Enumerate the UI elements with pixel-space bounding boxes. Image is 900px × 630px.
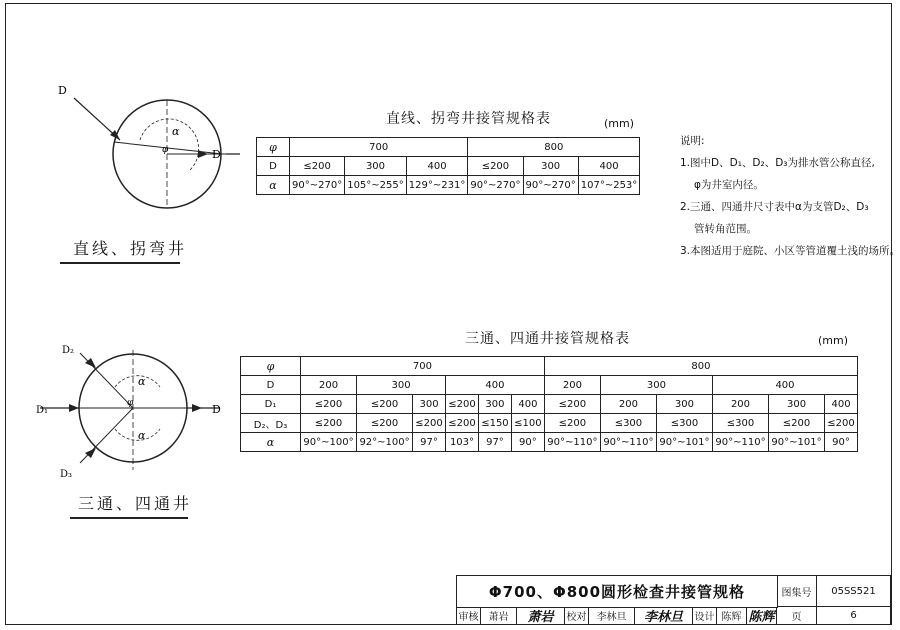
diagram-label-d-out: D bbox=[212, 148, 221, 161]
d23-cell: ≤100 bbox=[511, 414, 544, 433]
atlas-number: 05SS521 bbox=[817, 576, 891, 607]
alpha-cell: 90°~270° bbox=[468, 176, 523, 195]
alpha-cell: 129°~231° bbox=[406, 176, 468, 195]
alpha-cell: 105°~255° bbox=[345, 176, 407, 195]
straight-well-diagram bbox=[40, 80, 240, 210]
design-label: 设计 bbox=[693, 607, 717, 625]
tee-well-caption: 三通、四通井 bbox=[78, 494, 193, 513]
diagram-label-d: D bbox=[212, 403, 221, 416]
d-cell: ≤200 bbox=[468, 157, 523, 176]
d1-cell: 300 bbox=[769, 395, 825, 414]
d23-cell: ≤300 bbox=[656, 414, 712, 433]
note-line: 3.本图适用于庭院、小区等管道覆土浅的场所。 bbox=[680, 245, 900, 257]
d-label: D bbox=[241, 376, 301, 395]
d-cell: 400 bbox=[712, 376, 857, 395]
note-line: 2.三通、四通井尺寸表中α为支管D₂、D₃ bbox=[680, 201, 869, 213]
diagram-label-phi: φ bbox=[127, 398, 134, 408]
d1-label: D₁ bbox=[241, 395, 301, 414]
alpha-cell: 90°~270° bbox=[290, 176, 345, 195]
note-line: 1.图中D、D₁、D₂、D₃为排水管公称直径, bbox=[680, 157, 875, 169]
d23-cell: ≤200 bbox=[769, 414, 825, 433]
diagram-label-d1: D₁ bbox=[36, 405, 49, 416]
d-cell: 400 bbox=[578, 157, 640, 176]
checker-signature: 李林旦 bbox=[635, 607, 693, 625]
d23-cell: ≤300 bbox=[600, 414, 656, 433]
alpha-cell: 92°~100° bbox=[357, 433, 413, 452]
alpha-cell: 90° bbox=[825, 433, 858, 452]
diagram-label-d3: D₃ bbox=[60, 469, 73, 480]
alpha-cell: 90°~110° bbox=[712, 433, 768, 452]
d1-cell: 200 bbox=[712, 395, 768, 414]
drawing-title: Φ700、Φ800圆形检查井接管规格 bbox=[457, 576, 778, 608]
d1-cell: ≤200 bbox=[357, 395, 413, 414]
top-table-unit: (mm) bbox=[604, 117, 635, 130]
reviewer-signature: 萧岩 bbox=[517, 607, 565, 625]
note-line: 管转角范围。 bbox=[694, 223, 757, 235]
d1-cell: 300 bbox=[656, 395, 712, 414]
page-label: 页 bbox=[777, 607, 817, 625]
d23-cell: ≤200 bbox=[544, 414, 600, 433]
alpha-cell: 90°~110° bbox=[600, 433, 656, 452]
diagram-label-alpha-bottom: α bbox=[138, 429, 146, 442]
notes bbox=[680, 130, 900, 262]
d1-cell: ≤200 bbox=[301, 395, 357, 414]
d23-cell: ≤200 bbox=[446, 414, 479, 433]
d-cell: 400 bbox=[446, 376, 545, 395]
d23-cell: ≤200 bbox=[825, 414, 858, 433]
d23-cell: ≤150 bbox=[478, 414, 511, 433]
phi-header: φ bbox=[241, 357, 301, 376]
diagram-label-alpha: α bbox=[172, 125, 180, 138]
bottom-table-title: 三通、四通井接管规格表 bbox=[465, 331, 630, 347]
atlas-label: 图集号 bbox=[777, 576, 817, 607]
d23-label: D₂、D₃ bbox=[241, 414, 301, 433]
phi-header: φ bbox=[257, 138, 290, 157]
alpha-cell: 107°~253° bbox=[578, 176, 640, 195]
group-700: 700 bbox=[301, 357, 545, 376]
d-cell: 200 bbox=[301, 376, 357, 395]
group-700: 700 bbox=[290, 138, 468, 157]
tee-cross-well-diagram bbox=[30, 335, 230, 480]
d-cell: 300 bbox=[600, 376, 712, 395]
d-cell: 300 bbox=[523, 157, 578, 176]
straight-well-caption: 直线、拐弯井 bbox=[73, 239, 188, 258]
d1-cell: 200 bbox=[600, 395, 656, 414]
diagram-label-d: D bbox=[58, 84, 67, 97]
note-line: φ为井室内径。 bbox=[694, 179, 764, 191]
d23-cell: ≤200 bbox=[301, 414, 357, 433]
d1-cell: ≤200 bbox=[446, 395, 479, 414]
page-number: 6 bbox=[817, 607, 891, 625]
reviewer: 萧岩 bbox=[481, 607, 517, 625]
d23-cell: ≤200 bbox=[357, 414, 413, 433]
d-cell: ≤200 bbox=[290, 157, 345, 176]
d23-cell: ≤200 bbox=[413, 414, 446, 433]
d1-cell: 400 bbox=[825, 395, 858, 414]
group-800: 800 bbox=[468, 138, 640, 157]
bottom-table-unit: (mm) bbox=[818, 334, 849, 347]
review-label: 审核 bbox=[457, 607, 481, 625]
alpha-cell: 97° bbox=[413, 433, 446, 452]
bottom-spec-table bbox=[240, 356, 858, 452]
designer: 陈辉 bbox=[717, 607, 747, 625]
d-cell: 400 bbox=[406, 157, 468, 176]
diagram-label-phi: φ bbox=[162, 145, 169, 155]
alpha-cell: 90°~100° bbox=[301, 433, 357, 452]
d-cell: 200 bbox=[544, 376, 600, 395]
title-block bbox=[456, 575, 891, 625]
alpha-cell: 90°~101° bbox=[656, 433, 712, 452]
alpha-cell: 90° bbox=[511, 433, 544, 452]
alpha-cell: 90°~270° bbox=[523, 176, 578, 195]
caption-underline bbox=[70, 517, 188, 519]
d-cell: 300 bbox=[345, 157, 407, 176]
d-cell: 300 bbox=[357, 376, 446, 395]
d1-cell: ≤200 bbox=[544, 395, 600, 414]
d1-cell: 300 bbox=[413, 395, 446, 414]
d1-cell: 400 bbox=[511, 395, 544, 414]
alpha-label: α bbox=[257, 176, 290, 195]
notes-heading: 说明: bbox=[680, 135, 705, 147]
designer-signature: 陈辉 bbox=[747, 607, 777, 625]
top-table-title: 直线、拐弯井接管规格表 bbox=[386, 111, 551, 127]
caption-underline bbox=[60, 262, 180, 264]
alpha-label: α bbox=[241, 433, 301, 452]
check-label: 校对 bbox=[565, 607, 589, 625]
group-800: 800 bbox=[544, 357, 857, 376]
checker: 李林旦 bbox=[589, 607, 635, 625]
d-label: D bbox=[257, 157, 290, 176]
alpha-cell: 97° bbox=[478, 433, 511, 452]
alpha-cell: 90°~101° bbox=[769, 433, 825, 452]
alpha-cell: 90°~110° bbox=[544, 433, 600, 452]
diagram-label-d2: D₂ bbox=[62, 345, 75, 356]
diagram-label-alpha-top: α bbox=[138, 375, 146, 388]
alpha-cell: 103° bbox=[446, 433, 479, 452]
d23-cell: ≤300 bbox=[712, 414, 768, 433]
d1-cell: 300 bbox=[478, 395, 511, 414]
top-spec-table bbox=[256, 137, 640, 195]
